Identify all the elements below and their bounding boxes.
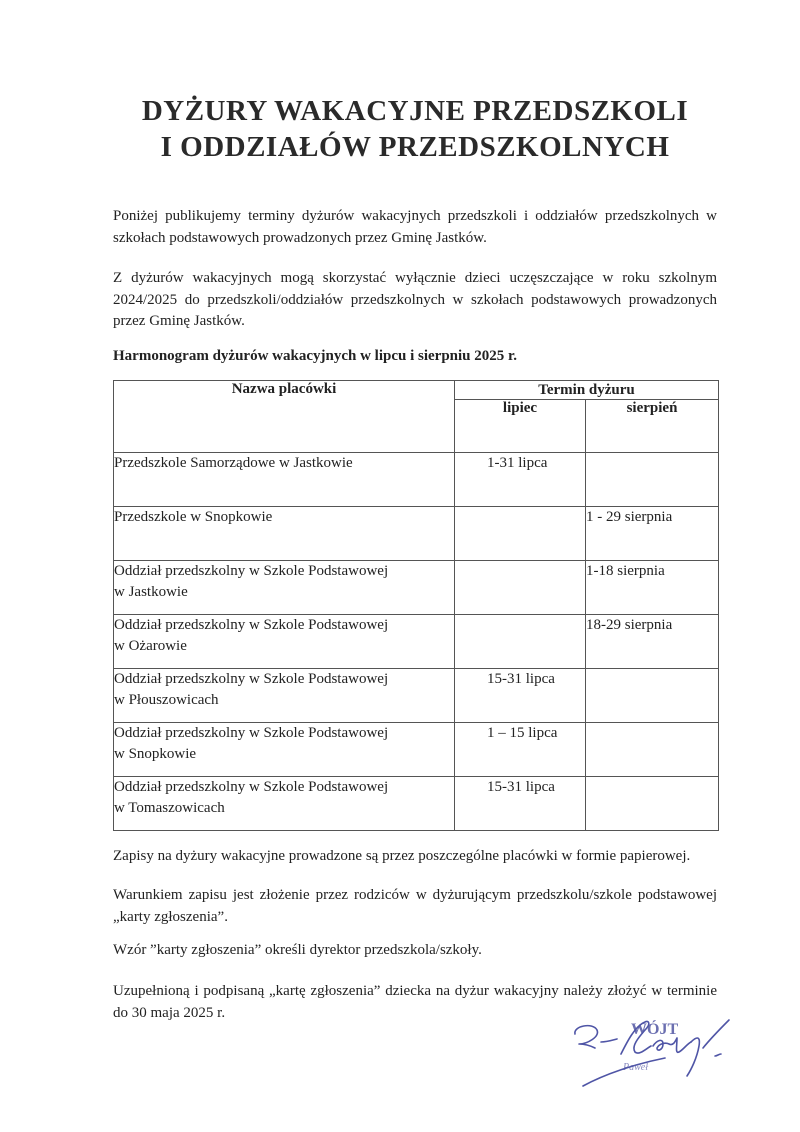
place-cell <box>114 561 455 615</box>
july-cell: 1-31 lipca <box>455 453 586 507</box>
august-cell: 1 - 29 sierpnia <box>586 507 719 561</box>
place-cell <box>114 453 455 507</box>
column-header-august: sierpień <box>586 400 719 453</box>
table-row <box>114 453 719 507</box>
signature-name-text: Paweł <box>623 1062 648 1073</box>
signature-stamp-text: WÓJT <box>631 1021 679 1038</box>
place-cell <box>114 615 455 669</box>
july-cell <box>455 561 586 615</box>
signature-image <box>565 1012 740 1092</box>
schedule-table <box>113 380 719 831</box>
intro-paragraph: Poniżej publikujemy terminy dyżurów wakacyjnych przedszkoli i oddziałów przedszkolnych w szkołach podstawowych prowadzonych przez Gminę Jastków. <box>113 208 717 246</box>
place-name: Oddział przedszkolny w Szkole Podstawowej <box>114 779 389 795</box>
place-location: w Płouszowicach <box>114 692 219 708</box>
column-header-july: lipiec <box>455 400 586 453</box>
place-name: Oddział przedszkolny w Szkole Podstawowej <box>114 563 389 579</box>
july-cell: 1 – 15 lipca <box>455 723 586 777</box>
form-template-paragraph: Wzór ”karty zgłoszenia” określi dyrektor przedszkola/szkoły. <box>113 942 482 958</box>
place-cell <box>114 507 455 561</box>
july-cell: 15-31 lipca <box>455 777 586 831</box>
title-line-1: DYŻURY WAKACYJNE PRZEDSZKOLI <box>141 95 689 127</box>
august-cell: 18-29 sierpnia <box>586 615 719 669</box>
place-location: w Snopkowie <box>114 746 197 762</box>
table-row <box>114 669 719 723</box>
july-cell <box>455 615 586 669</box>
august-cell <box>586 723 719 777</box>
place-name: Oddział przedszkolny w Szkole Podstawowej <box>114 617 389 633</box>
place-cell <box>114 669 455 723</box>
table-row <box>114 507 719 561</box>
table-row <box>114 615 719 669</box>
august-cell <box>586 453 719 507</box>
title-line-2: I ODDZIAŁÓW PRZEDSZKOLNYCH <box>160 131 670 163</box>
place-name: Oddział przedszkolny w Szkole Podstawowej <box>114 671 389 687</box>
july-cell <box>455 507 586 561</box>
august-cell <box>586 777 719 831</box>
place-location: w Ożarowie <box>114 638 187 654</box>
eligibility-paragraph: Z dyżurów wakacyjnych mogą skorzystać wyłącznie dzieci uczęszczające w roku szkolnym 2024/2025 do przedszkoli/oddziałów przedszkolnych w szkołach podstawowych prowadzonych przez Gminę Jastków. <box>113 270 717 329</box>
place-name: Oddział przedszkolny w Szkole Podstawowej <box>114 725 389 741</box>
place-location: w Jastkowie <box>114 584 188 600</box>
place-name: Przedszkole Samorządowe w Jastkowie <box>114 455 353 471</box>
place-cell <box>114 777 455 831</box>
condition-paragraph: Warunkiem zapisu jest złożenie przez rodziców w dyżurującym przedszkolu/szkole podstawowej „karty zgłoszenia”. <box>113 887 717 925</box>
table-row <box>114 723 719 777</box>
table-row <box>114 777 719 831</box>
column-header-term: Termin dyżuru <box>455 381 719 400</box>
schedule-heading: Harmonogram dyżurów wakacyjnych w lipcu i sierpniu 2025 r. <box>113 348 518 364</box>
document-title <box>0 93 800 165</box>
august-cell: 1-18 sierpnia <box>586 561 719 615</box>
august-cell <box>586 669 719 723</box>
column-header-name: Nazwa placówki <box>114 381 455 453</box>
place-cell <box>114 723 455 777</box>
registration-paragraph: Zapisy na dyżury wakacyjne prowadzone są przez poszczególne placówki w formie papierowej. <box>113 848 691 864</box>
table-row <box>114 561 719 615</box>
deadline-paragraph: Uzupełnioną i podpisaną „kartę zgłoszenia” dziecka na dyżur wakacyjny należy złożyć w terminie do 30 maja 2025 r. <box>113 983 717 1021</box>
july-cell: 15-31 lipca <box>455 669 586 723</box>
place-name: Przedszkole w Snopkowie <box>114 509 273 525</box>
place-location: w Tomaszowicach <box>114 800 225 816</box>
